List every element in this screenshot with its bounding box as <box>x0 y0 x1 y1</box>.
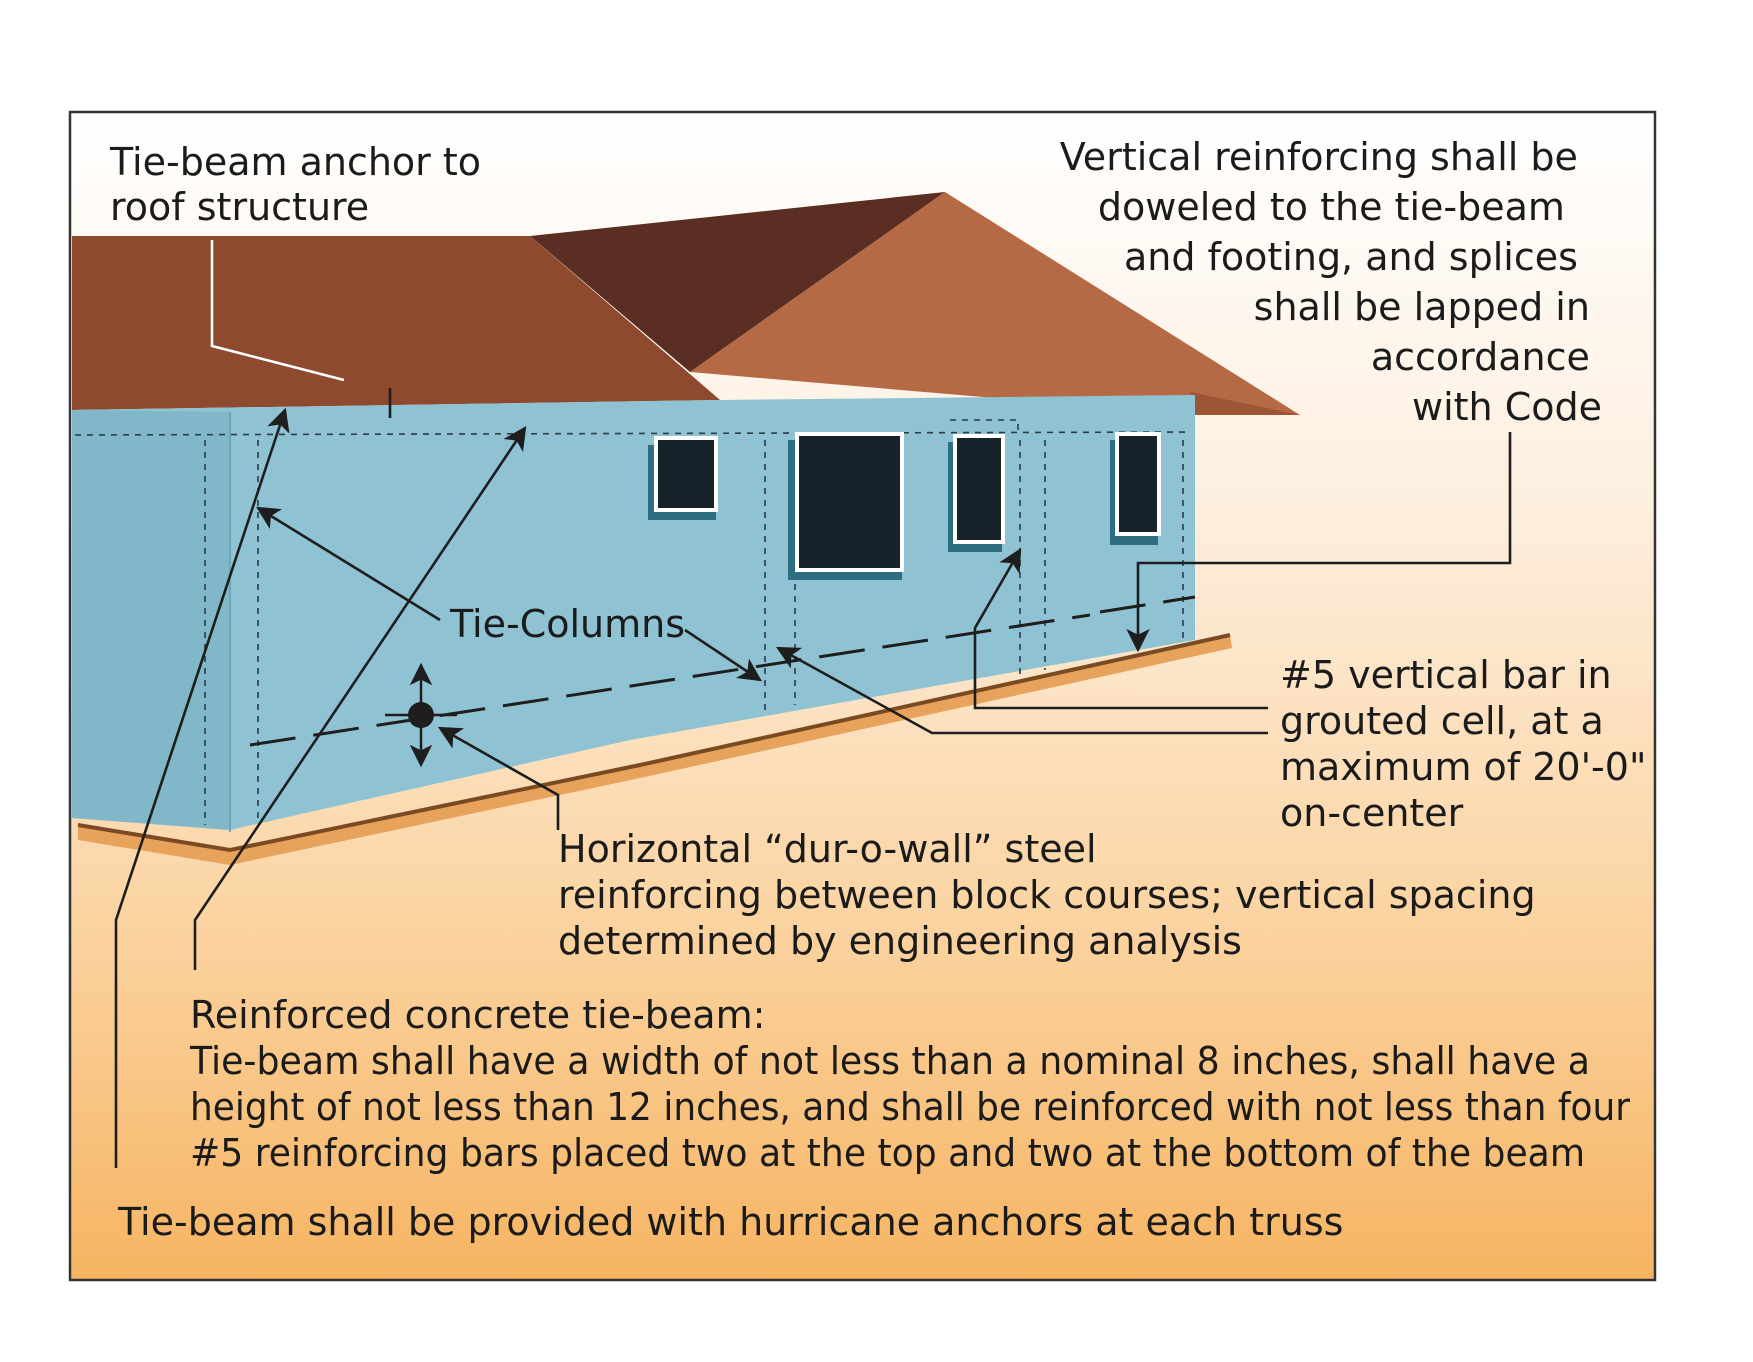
callout-horizontal-steel: Horizontal “dur-o-wall” steel reinforcing between block courses; vertical spacing determined by engineering analysis <box>558 827 1536 963</box>
house-wall-corner <box>72 410 230 830</box>
callout-tie-beam-heading: Reinforced concrete tie-beam: <box>190 993 766 1037</box>
callout-tie-beam-spec: Tie-beam shall have a width of not less than a nominal 8 inches, shall have a height of not less than 12 inches, and shall be reinforced with not less than four #5 reinforcing bars placed two at the top and two at the bottom of the beam <box>190 1039 1714 1175</box>
callout-vertical-reinforcing: Vertical reinforcing shall be doweled to the tie-beam and footing, and splices shall be lapped in accordance with Code <box>1059 135 1602 429</box>
callout-tie-beam-anchor: Tie-beam anchor to roof structure <box>110 140 482 229</box>
callout-hurricane-anchors: Tie-beam shall be provided with hurricane anchors at each truss <box>118 1200 1344 1244</box>
callout-vertical-bar: #5 vertical bar in grouted cell, at a maximum of 20'-0" on-center <box>1280 653 1647 835</box>
callout-tie-columns: Tie-Columns <box>450 602 686 646</box>
